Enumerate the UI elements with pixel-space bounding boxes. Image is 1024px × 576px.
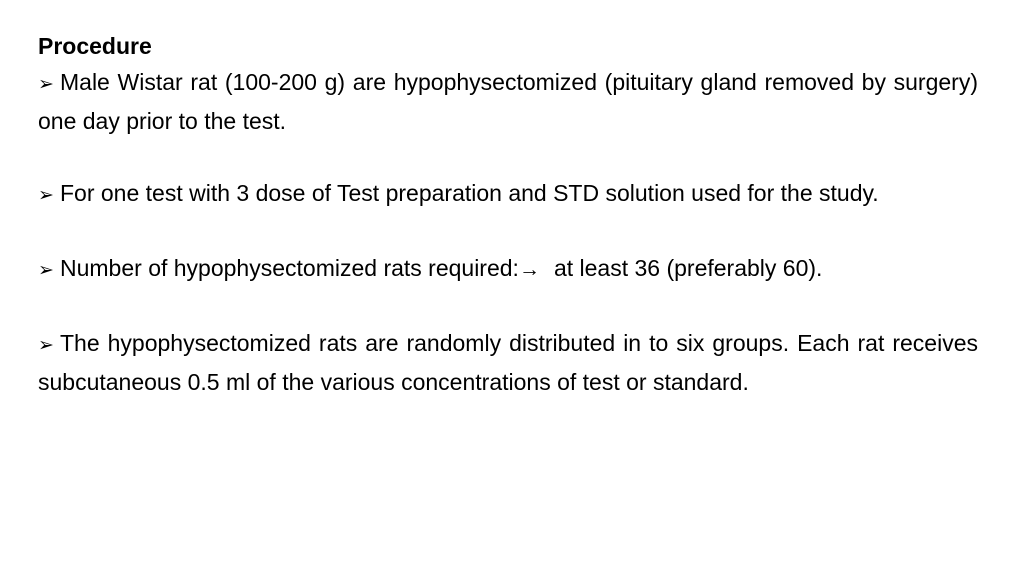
- right-arrow-icon: →: [518, 258, 540, 281]
- bullet-item-grouping: [38, 325, 978, 400]
- bullet-item-test-doses: [38, 175, 978, 214]
- bullet-item-hypophysectomy: [38, 64, 978, 139]
- arrowhead-bullet-icon: ➢: [38, 74, 54, 95]
- arrowhead-bullet-icon: ➢: [38, 260, 54, 281]
- procedure-list: [38, 64, 978, 400]
- arrowhead-bullet-icon: ➢: [38, 185, 54, 206]
- bullet-text: For one test with 3 dose of Test preparation and STD solution used for the study.: [60, 180, 879, 206]
- arrowhead-bullet-icon: ➢: [38, 335, 54, 356]
- bullet-text: Number of hypophysectomized rats required:: [60, 255, 519, 281]
- bullet-text: The hypophysectomized rats are randomly distributed in to six groups. Each rat receives subcutaneous 0.5 ml of the various concentrations of test or standard.: [38, 330, 978, 395]
- slide-content: [38, 30, 978, 400]
- procedure-heading: Procedure: [38, 33, 152, 59]
- bullet-item-rat-count: [38, 250, 978, 289]
- bullet-text: at least 36 (preferably 60).: [553, 255, 823, 281]
- bullet-text: Male Wistar rat (100-200 g) are hypophysectomized (pituitary gland removed by surgery) one day prior to the test.: [38, 69, 978, 134]
